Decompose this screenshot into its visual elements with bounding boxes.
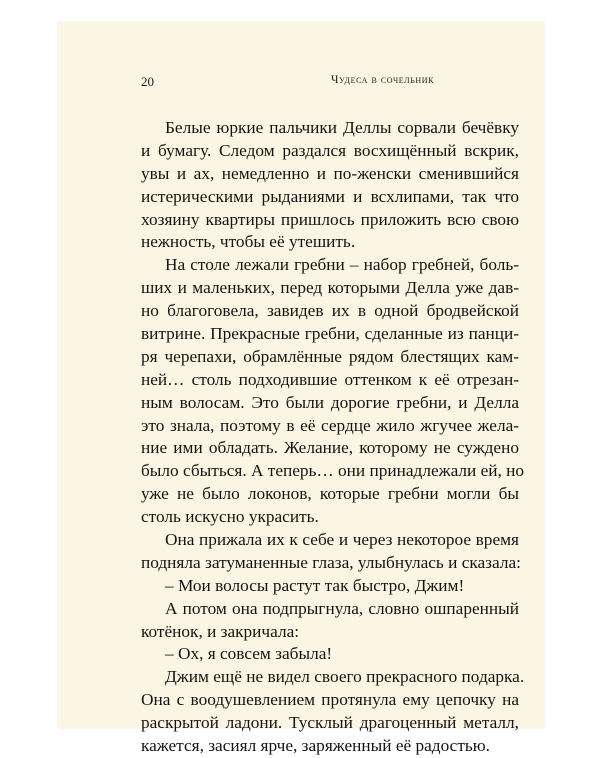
text-line: это знала, поэтому в её сердце жило жгучее жела-: [141, 415, 519, 435]
text-line: подняла затуманенные глаза, улыбнулась и сказала:: [141, 552, 521, 572]
text-line: нежность, чтобы её утешить.: [141, 232, 356, 252]
text-line: но благоговела, завидев их в одной бродвейской: [141, 301, 519, 321]
text-line: – Мои волосы растут так быстро, Джим!: [165, 575, 465, 595]
text-line: было сбыться. А теперь… они принадлежали ей, но: [141, 461, 525, 481]
text-line: ным волосам. Это были дорогие гребни, и Делла: [141, 392, 519, 412]
running-title: Чудеса в сочельник: [331, 74, 435, 86]
text-line: раскрытой ладони. Тусклый драгоценный металл,: [141, 713, 519, 733]
text-line: истерическими рыданиями и всхлипами, так что: [141, 186, 519, 206]
text-line: хозяину квартиры пришлось приложить всю свою: [141, 209, 519, 229]
text-line: и бумагу. Следом раздался восхищённый вскрик,: [141, 140, 519, 160]
text-line: котёнок, и закричала:: [141, 621, 300, 641]
text-line: ших и маленьких, перед которыми Делла уже дав-: [141, 278, 519, 298]
text-line: – Ох, я совсем забыла!: [165, 644, 333, 664]
text-line: Она с воодушевлением протянула ему цепочку на: [141, 690, 519, 710]
book-page: [58, 22, 544, 756]
text-line: На столе лежали гребни – набор гребней, боль-: [165, 255, 519, 275]
page-header: [141, 74, 514, 88]
text-line: уже не было локонов, которые гребни могли бы: [141, 484, 519, 504]
page-number: 20: [141, 74, 154, 89]
text-line: Джим ещё не видел своего прекрасного подарка.: [165, 667, 525, 687]
text-line: витрине. Прекрасные гребни, сделанные из панци-: [141, 324, 519, 344]
text-line: А потом она подпрыгнула, словно ошпаренный: [165, 598, 519, 618]
text-line: увы и ах, немедленно и по-женски сменившийся: [141, 163, 519, 183]
body-text: [141, 117, 525, 758]
text-line: кажется, засиял ярче, заряженный её радостью.: [141, 736, 490, 756]
text-line: ние ими обладать. Желание, которому не суждено: [141, 438, 519, 458]
text-line: ря черепахи, обрамлённые рядом блестящих кам-: [141, 346, 519, 366]
text-line: столь искусно украсить.: [141, 507, 319, 527]
text-line: ней… столь подходившие оттенком к её отрезан-: [141, 369, 519, 389]
text-line: Белые юркие пальчики Деллы сорвали бечёвку: [165, 118, 519, 137]
text-line: Она прижала их к себе и через некоторое время: [165, 530, 519, 550]
